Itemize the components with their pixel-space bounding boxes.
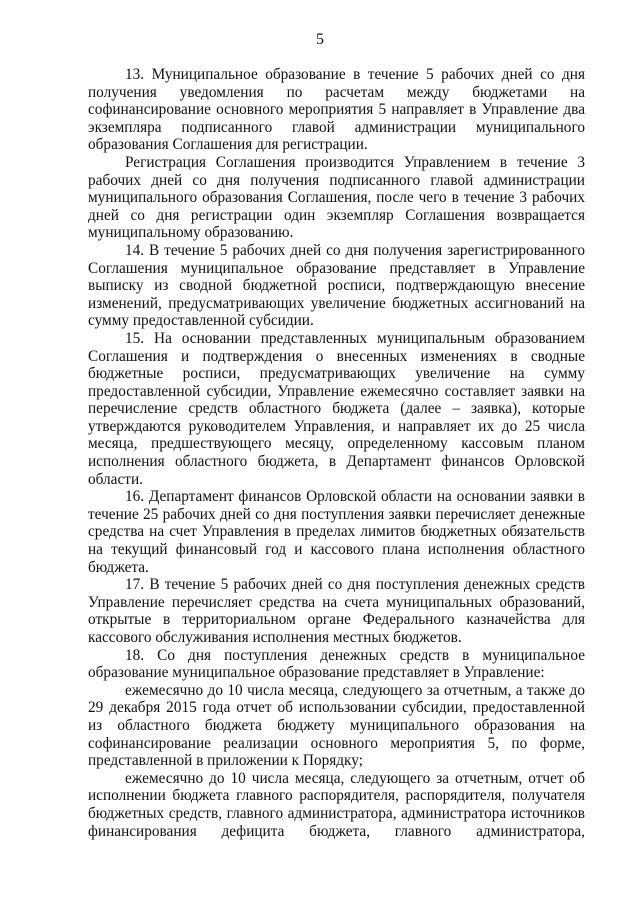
page-number: 5 (316, 31, 324, 48)
document-body (88, 66, 585, 840)
paragraph-14: 14. В течение 5 рабочих дней со дня получения зарегистрированного Соглашения муниципальное образование представляет в Управление выписку из сводной бюджетной росписи, подтверждающую внесение изменений, предусматривающих увеличение бюджетных ассигнований на сумму предоставленной субсидии. (88, 241, 585, 330)
paragraph-13: 13. Муниципальное образование в течение 5 рабочих дней со дня получения уведомления по расчетам между бюджетами на софинансирование основного мероприятия 5 направляет в Управление два экземпляра подписанного главой администрации муниципального образования Соглашения для регистрации. (88, 66, 585, 154)
paragraph-16: 16. Департамент финансов Орловской области на основании заявки в течение 25 рабочих дней со дня поступления заявки перечисляет денежные средства на счет Управления в пределах лимитов бюджетных обязательств на текущий финансовый год и кассового плана исполнения областного бюджета. (88, 488, 585, 576)
paragraph-15: 15. На основании представленных муниципальным образованием Соглашения и подтверждения о внесенных изменениях в сводные бюджетные росписи, предусматривающих увеличение на сумму предоставленной субсидии, Управление ежемесячно составляет заявки на перечисление средств областного бюджета (далее – заявка), которые утверждаются руководителем Управления, и направляет их до 25 числа месяца, предшествующего месяцу, определенному кассовым планом исполнения областного бюджета, в Департамент финансов Орловской области. (88, 329, 585, 488)
paragraph-18-item-report-budget: ежемесячно до 10 числа месяца, следующего за отчетным, отчет об исполнении бюджета главного распорядителя, распорядителя, получателя бюджетных средств, главного администратора, администратора источников финансирования дефицита бюджета, главного администратора, (88, 769, 585, 840)
paragraph-registration: Регистрация Соглашения производится Управлением в течение 3 рабочих дней со дня получения подписанного главой администрации муниципального образования Соглашения, после чего в течение 3 рабочих дней со дня регистрации один экземпляр Соглашения возвращается муниципальному образованию. (88, 153, 585, 242)
paragraph-18: 18. Со дня поступления денежных средств в муниципальное образование муниципальное образование представляет в Управление: (88, 646, 585, 682)
paragraph-18-item-report-subsidy: ежемесячно до 10 числа месяца, следующего за отчетным, а также до 29 декабря 2015 года отчет об использовании субсидии, предоставленной из областного бюджета бюджету муниципального образования на софинансирование реализации основного мероприятия 5, по форме, представленной в приложении к Порядку; (88, 681, 585, 770)
paragraph-17: 17. В течение 5 рабочих дней со дня поступления денежных средств Управление перечисляет средства на счета муниципальных образований, открытые в территориальном органе Федерального казначейства для кассового обслуживания исполнения местных бюджетов. (88, 576, 585, 646)
